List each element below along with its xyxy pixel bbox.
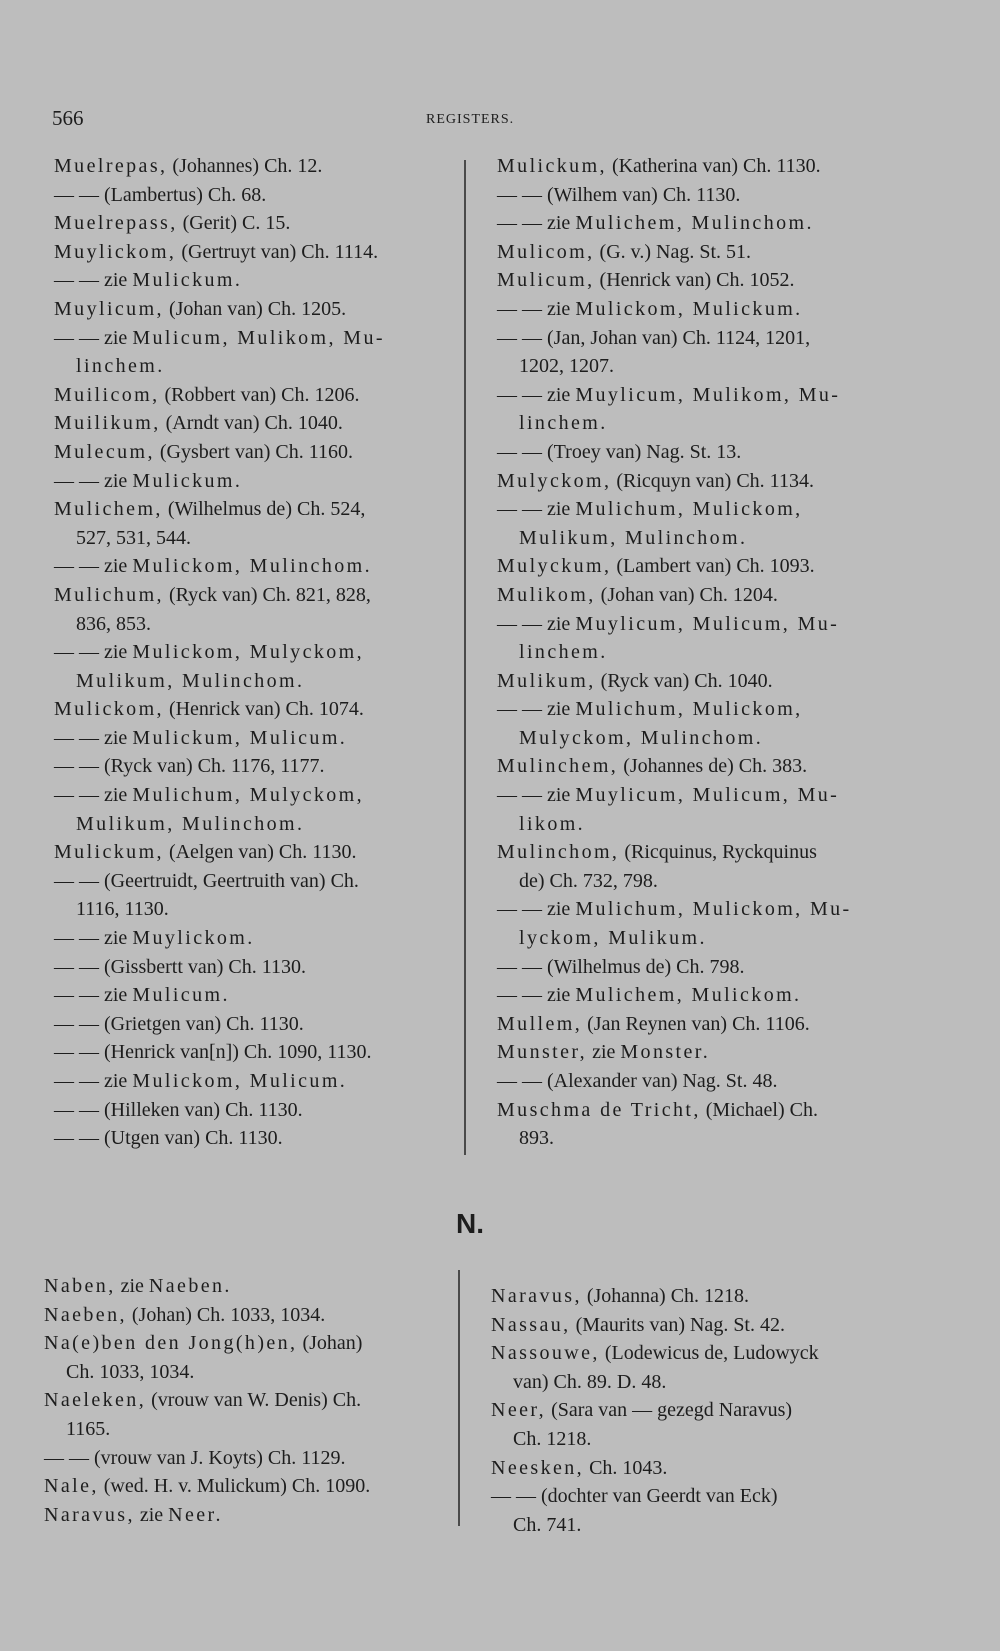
register-entry bbox=[491, 1482, 903, 1539]
entry-reference: (Lodewicus de, Ludowyck bbox=[599, 1342, 819, 1365]
entry-reference: — — zie bbox=[497, 612, 576, 635]
entry-reference: — — (Lambertus) Ch. 68. bbox=[54, 183, 267, 206]
running-title: REGISTERS. bbox=[426, 112, 515, 127]
entry-reference: — — zie bbox=[54, 1070, 133, 1092]
register-column-right-top bbox=[497, 152, 907, 1153]
register-column-left-bottom bbox=[44, 1272, 454, 1529]
entry-name: Mulyckum, bbox=[497, 555, 612, 578]
register-entry bbox=[497, 581, 907, 610]
register-entry bbox=[491, 1454, 903, 1483]
entry-name: Naben, bbox=[44, 1275, 116, 1297]
entry-reference: — — zie bbox=[497, 297, 576, 320]
entry-reference: — — zie bbox=[54, 555, 133, 578]
entry-reference: — — zie bbox=[54, 641, 133, 664]
register-entry bbox=[497, 181, 907, 210]
register-entry bbox=[54, 266, 454, 295]
entry-reference: (Johan) Ch. 1033, 1034. bbox=[126, 1303, 326, 1326]
entry-name: Mulichem, Mulickom. bbox=[575, 984, 802, 1007]
entry-reference: Ch. 1033, 1034. bbox=[66, 1360, 195, 1383]
entry-reference: — — zie bbox=[54, 269, 133, 292]
entry-reference: (Johannes de) Ch. 383. bbox=[618, 755, 808, 778]
register-entry bbox=[54, 438, 454, 467]
entry-name: Mulyckom, Mulinchom. bbox=[519, 726, 764, 749]
register-entry bbox=[54, 752, 454, 781]
register-entry bbox=[497, 324, 907, 381]
entry-reference: zie bbox=[115, 1275, 149, 1297]
register-entry bbox=[497, 781, 907, 838]
entry-name: Mulicum, bbox=[497, 269, 595, 292]
register-entry bbox=[54, 152, 454, 181]
entry-reference: — — (Grietgen van) Ch. 1130. bbox=[54, 1012, 304, 1035]
entry-reference: 1202, 1207. bbox=[519, 355, 614, 378]
register-entry bbox=[497, 1038, 907, 1067]
entry-name: Mulichum, Mulickom, Mu- bbox=[575, 898, 852, 921]
register-entry bbox=[44, 1301, 454, 1330]
entry-reference: (vrouw van W. Denis) Ch. bbox=[146, 1389, 362, 1412]
page-number: 566 bbox=[52, 106, 84, 130]
column-divider-top bbox=[464, 160, 466, 1155]
entry-reference: (Katherina van) Ch. 1130. bbox=[606, 155, 821, 177]
register-entry bbox=[54, 409, 454, 438]
entry-name: Muylicum, Mulikom, Mu- bbox=[575, 383, 841, 406]
entry-reference: (Ricquyn van) Ch. 1134. bbox=[611, 469, 814, 492]
register-entry bbox=[54, 181, 454, 210]
register-column-left-top bbox=[54, 152, 454, 1153]
entry-reference: — — (Hilleken van) Ch. 1130. bbox=[54, 1098, 303, 1121]
register-entry bbox=[54, 324, 454, 381]
entry-reference: (G. v.) Nag. St. 51. bbox=[594, 240, 751, 263]
entry-reference: (Robbert van) Ch. 1206. bbox=[159, 383, 360, 406]
entry-reference: — — (Henrick van[n]) Ch. 1090, 1130. bbox=[54, 1041, 372, 1064]
entry-name: Mulichem, bbox=[54, 498, 163, 521]
entry-name: likom. bbox=[519, 812, 586, 835]
register-entry bbox=[54, 295, 454, 324]
entry-reference: — — zie bbox=[54, 726, 133, 749]
register-entry bbox=[497, 381, 907, 438]
register-entry bbox=[54, 381, 454, 410]
entry-reference: — — (Troey van) Nag. St. 13. bbox=[497, 440, 742, 463]
entry-name: Mulinchom, bbox=[497, 841, 620, 864]
entry-reference: Ch. 1043. bbox=[584, 1456, 668, 1479]
register-entry bbox=[54, 1010, 454, 1039]
entry-name: Mulickum. bbox=[132, 469, 243, 492]
entry-name: Naeben, bbox=[44, 1303, 127, 1326]
entry-reference: (Ryck van) Ch. 821, 828, bbox=[163, 583, 371, 606]
register-entry bbox=[54, 1124, 454, 1153]
entry-name: Mulicum, Mulikom, Mu- bbox=[132, 326, 385, 349]
register-entry bbox=[44, 1386, 454, 1443]
entry-reference: (Johanna) Ch. 1218. bbox=[581, 1285, 750, 1307]
entry-reference: — — zie bbox=[54, 927, 133, 950]
entry-reference: (Ryck van) Ch. 1040. bbox=[595, 669, 773, 692]
entry-name: Mulickum, Mulicum. bbox=[132, 726, 348, 749]
entry-reference: (Sara van — gezegd Naravus) bbox=[546, 1399, 793, 1422]
entry-reference: van) Ch. 89. D. 48. bbox=[513, 1370, 667, 1393]
entry-name: Nassouwe, bbox=[491, 1342, 600, 1365]
register-entry bbox=[54, 467, 454, 496]
entry-reference: (Michael) Ch. bbox=[700, 1098, 818, 1121]
register-entry bbox=[54, 238, 454, 267]
register-entry bbox=[54, 552, 454, 581]
register-entry bbox=[54, 495, 454, 552]
entry-name: Mulickom, Mulickum. bbox=[575, 297, 803, 320]
register-entry bbox=[497, 610, 907, 667]
entry-name: Mulichum, Mulyckom, bbox=[132, 784, 365, 807]
register-entry bbox=[497, 266, 907, 295]
entry-reference: — — (vrouw van J. Koyts) Ch. 1129. bbox=[44, 1446, 346, 1469]
entry-reference: — — (Geertruidt, Geertruith van) Ch. bbox=[54, 869, 359, 892]
entry-name: Naeben. bbox=[148, 1275, 232, 1297]
entry-reference: (Jan Reynen van) Ch. 1106. bbox=[582, 1012, 810, 1035]
register-entry bbox=[497, 895, 907, 952]
entry-reference: (Ricquinus, Ryckquinus bbox=[619, 841, 817, 864]
entry-reference: — — zie bbox=[54, 784, 133, 807]
entry-name: Mulichum, Mulickom, bbox=[575, 698, 803, 721]
entry-reference: — — (Ryck van) Ch. 1176, 1177. bbox=[54, 755, 325, 778]
entry-name: Mulicom, bbox=[497, 240, 595, 263]
entry-reference: — — zie bbox=[54, 326, 133, 349]
entry-reference: — — (Alexander van) Nag. St. 48. bbox=[497, 1070, 778, 1092]
register-entry bbox=[491, 1282, 903, 1311]
register-entry bbox=[54, 695, 454, 724]
entry-reference: — — zie bbox=[497, 898, 576, 921]
page-header bbox=[52, 106, 530, 136]
entry-name: Neer. bbox=[168, 1503, 223, 1526]
entry-reference: (Johannes) Ch. 12. bbox=[167, 155, 323, 177]
entry-reference: 836, 853. bbox=[76, 612, 151, 635]
entry-reference: (Johan van) Ch. 1204. bbox=[595, 583, 778, 606]
entry-name: Naravus, bbox=[491, 1285, 582, 1307]
entry-name: lyckom, Mulikum. bbox=[519, 927, 707, 950]
register-entry bbox=[497, 838, 907, 895]
register-entry bbox=[44, 1444, 454, 1473]
entry-name: linchem. bbox=[519, 412, 608, 435]
register-column-right-bottom bbox=[491, 1282, 903, 1539]
register-entry bbox=[54, 867, 454, 924]
register-entry bbox=[497, 495, 907, 552]
entry-name: Muylicum, bbox=[54, 297, 164, 320]
entry-name: Muelrepas, bbox=[54, 155, 168, 177]
entry-reference: (Johan) bbox=[297, 1332, 363, 1355]
register-entry bbox=[491, 1396, 903, 1453]
entry-name: Naeleken, bbox=[44, 1389, 147, 1412]
entry-reference: (Gertruyt van) Ch. 1114. bbox=[176, 240, 379, 263]
entry-reference: (Aelgen van) Ch. 1130. bbox=[163, 841, 357, 864]
entry-name: Mulikum, Mulinchom. bbox=[76, 812, 305, 835]
entry-reference: (Johan van) Ch. 1205. bbox=[163, 297, 347, 320]
entry-name: Mulickom, Mulinchom. bbox=[132, 555, 372, 578]
entry-name: Muilikum, bbox=[54, 412, 161, 435]
entry-name: Monster. bbox=[620, 1041, 711, 1064]
entry-reference: 1165. bbox=[66, 1417, 111, 1440]
entry-reference: — — (Jan, Johan van) Ch. 1124, 1201, bbox=[497, 326, 811, 349]
entry-name: Mulikom, bbox=[497, 583, 596, 606]
register-entry bbox=[497, 1010, 907, 1039]
entry-name: Mulichem, Mulinchom. bbox=[575, 212, 814, 235]
entry-name: Muilicom, bbox=[54, 383, 160, 406]
entry-name: Na(e)ben den Jong(h)en, bbox=[44, 1332, 298, 1355]
entry-reference: — — (Wilhem van) Ch. 1130. bbox=[497, 183, 741, 206]
entry-reference: — — zie bbox=[497, 984, 576, 1007]
entry-reference: — — zie bbox=[54, 469, 133, 492]
entry-reference: — — zie bbox=[497, 698, 576, 721]
register-entry bbox=[54, 781, 454, 838]
register-entry bbox=[497, 981, 907, 1010]
register-entry bbox=[54, 1067, 454, 1096]
entry-name: Mulickom, bbox=[54, 698, 164, 721]
entry-name: Muylicum, Mulicum, Mu- bbox=[575, 612, 840, 635]
entry-reference: — — zie bbox=[497, 212, 576, 235]
entry-name: Mulickom, Mulicum. bbox=[132, 1070, 348, 1092]
register-entry bbox=[54, 1096, 454, 1125]
register-entry bbox=[497, 695, 907, 752]
entry-name: Mulickom, Mulyckom, bbox=[132, 641, 365, 664]
entry-name: Mulecum, bbox=[54, 440, 155, 463]
entry-name: Mulickum. bbox=[132, 269, 243, 292]
entry-reference: zie bbox=[587, 1041, 621, 1064]
entry-name: Mulyckom, bbox=[497, 469, 612, 492]
register-entry bbox=[497, 295, 907, 324]
entry-reference: 893. bbox=[519, 1127, 554, 1150]
register-entry bbox=[54, 1038, 454, 1067]
register-entry bbox=[497, 552, 907, 581]
entry-name: Mulikum, bbox=[497, 669, 596, 692]
entry-reference: — — zie bbox=[497, 784, 576, 807]
entry-name: Mulichum, bbox=[54, 583, 164, 606]
entry-name: Muelrepass, bbox=[54, 212, 178, 235]
entry-name: Nassau, bbox=[491, 1313, 571, 1336]
register-entry bbox=[54, 981, 454, 1010]
column-divider-bottom bbox=[458, 1270, 460, 1526]
entry-name: Muschma de Tricht, bbox=[497, 1098, 701, 1121]
register-entry bbox=[44, 1501, 454, 1530]
register-entry bbox=[54, 953, 454, 982]
entry-reference: — — (dochter van Geerdt van Eck) bbox=[491, 1485, 778, 1508]
entry-name: linchem. bbox=[76, 355, 165, 378]
register-entry bbox=[54, 724, 454, 753]
entry-name: Neesken, bbox=[491, 1456, 585, 1479]
register-entry bbox=[497, 467, 907, 496]
register-entry bbox=[497, 1096, 907, 1153]
register-entry bbox=[491, 1311, 903, 1340]
entry-reference: — — (Utgen van) Ch. 1130. bbox=[54, 1127, 283, 1150]
entry-reference: (Wilhelmus de) Ch. 524, bbox=[162, 498, 366, 521]
entry-name: Muylickom, bbox=[54, 240, 177, 263]
entry-reference: de) Ch. 732, 798. bbox=[519, 869, 658, 892]
register-entry bbox=[497, 438, 907, 467]
entry-name: Muylickom. bbox=[132, 927, 255, 950]
entry-name: Mulichum, Mulickom, bbox=[575, 498, 803, 521]
entry-reference: (Arndt van) Ch. 1040. bbox=[160, 412, 343, 435]
entry-name: Mulickum, bbox=[54, 841, 164, 864]
entry-name: Neer, bbox=[491, 1399, 547, 1422]
entry-name: Mulickum, bbox=[497, 155, 607, 177]
entry-reference: Ch. 741. bbox=[513, 1513, 582, 1536]
entry-reference: — — zie bbox=[497, 383, 576, 406]
register-entry bbox=[497, 152, 907, 181]
entry-name: Mulicum. bbox=[132, 984, 230, 1007]
entry-reference: (wed. H. v. Mulickum) Ch. 1090. bbox=[98, 1475, 371, 1498]
entry-reference: Ch. 1218. bbox=[513, 1427, 592, 1450]
register-entry bbox=[497, 238, 907, 267]
entry-name: Naravus, bbox=[44, 1503, 135, 1526]
entry-reference: (Gerit) C. 15. bbox=[177, 212, 291, 235]
register-entry bbox=[497, 953, 907, 982]
entry-reference: — — zie bbox=[54, 984, 133, 1007]
entry-reference: (Gysbert van) Ch. 1160. bbox=[154, 440, 353, 463]
entry-name: Mullem, bbox=[497, 1012, 583, 1035]
entry-reference: (Maurits van) Nag. St. 42. bbox=[570, 1313, 785, 1336]
entry-reference: (Henrick van) Ch. 1074. bbox=[163, 698, 364, 721]
entry-name: Mulikum, Mulinchom. bbox=[76, 669, 305, 692]
entry-reference: — — (Wilhelmus de) Ch. 798. bbox=[497, 955, 745, 978]
entry-name: linchem. bbox=[519, 641, 608, 664]
register-entry bbox=[54, 581, 454, 638]
register-entry bbox=[44, 1329, 454, 1386]
entry-name: Muylicum, Mulicum, Mu- bbox=[575, 784, 840, 807]
register-entry bbox=[54, 638, 454, 695]
entry-name: Mulikum, Mulinchom. bbox=[519, 526, 748, 549]
register-entry bbox=[54, 209, 454, 238]
register-entry bbox=[44, 1272, 454, 1301]
entry-name: Nale, bbox=[44, 1475, 99, 1498]
entry-reference: zie bbox=[134, 1503, 169, 1526]
entry-reference: 1116, 1130. bbox=[76, 898, 169, 921]
entry-reference: — — zie bbox=[497, 498, 576, 521]
section-letter-heading: N. bbox=[456, 1208, 484, 1239]
entry-name: Mulinchem, bbox=[497, 755, 619, 778]
register-entry bbox=[497, 667, 907, 696]
entry-reference: (Lambert van) Ch. 1093. bbox=[611, 555, 815, 578]
register-entry bbox=[54, 924, 454, 953]
register-entry bbox=[497, 752, 907, 781]
register-entry bbox=[54, 838, 454, 867]
entry-reference: (Henrick van) Ch. 1052. bbox=[594, 269, 795, 292]
register-entry bbox=[497, 1067, 907, 1096]
entry-reference: 527, 531, 544. bbox=[76, 526, 191, 549]
register-entry bbox=[497, 209, 907, 238]
entry-reference: — — (Gissbertt van) Ch. 1130. bbox=[54, 955, 307, 978]
register-entry bbox=[491, 1339, 903, 1396]
register-entry bbox=[44, 1472, 454, 1501]
entry-name: Munster, bbox=[497, 1041, 588, 1064]
